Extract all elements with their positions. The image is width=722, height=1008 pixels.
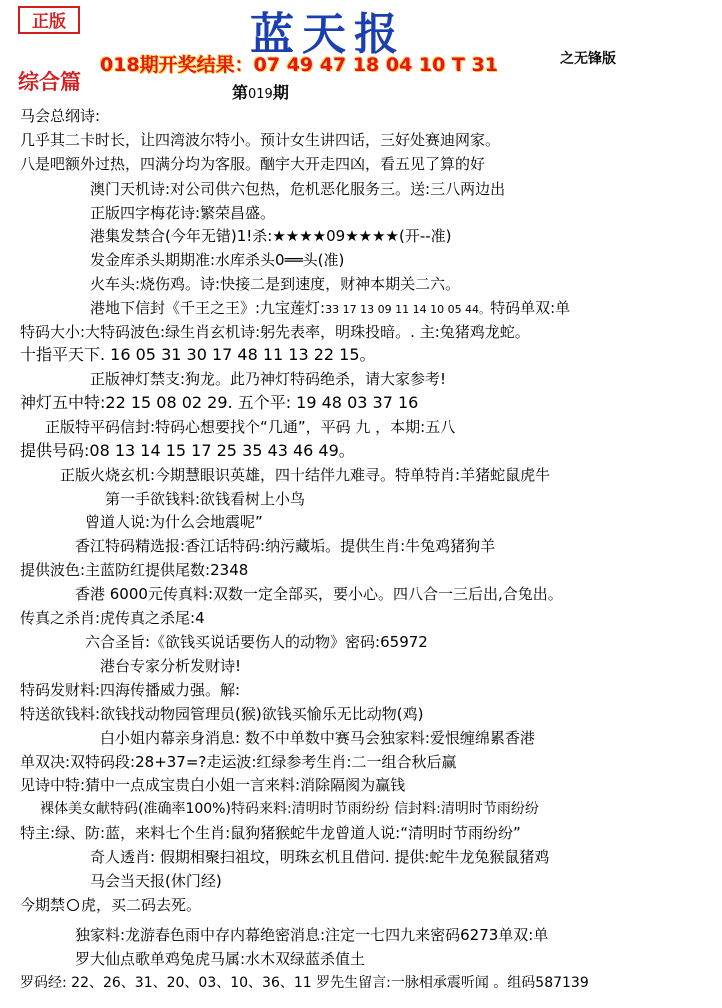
text-line: 马会当天报(休门经) (90, 872, 222, 890)
number-line: 十指平天下. 16 05 31 30 17 48 11 13 22 15。 (20, 345, 376, 364)
text-line: 第一手欲钱料:欲钱看树上小鸟 (105, 490, 306, 508)
ban-label: 今期禁 (20, 896, 66, 914)
text-line: 奇人透肖: 假期相聚扫祖坟，明珠玄机且借问. 提供:蛇牛龙兔猴鼠猪鸡 (90, 848, 550, 866)
number-line: 神灯五中特:22 15 08 02 29. 五个平: 19 48 03 37 16 (20, 393, 419, 412)
number-line: 提供号码:08 13 14 15 17 25 35 43 46 49。 (20, 441, 355, 460)
poem-line: 八是吧额外过热，四满分均为客服。酗宇大开走四凶，看五见了算的好 (20, 155, 486, 173)
text-line: 罗大仙点歌单鸡兔虎马属:水木双绿蓝杀值土 (75, 950, 366, 968)
text-line: 见诗中特:猜中一点成宝贵白小姐一言来料:消除隔阂为赢钱 (20, 776, 406, 794)
text-line: 罗码经: 22、26、31、20、03、10、36、11 罗先生留言:一脉相承震听闻 。组码587139 (20, 975, 589, 991)
text-line: 独家料:龙游春色雨中存内幕绝密消息:注定一七四九来密码6273单双:单 (75, 926, 549, 944)
text-line: 澳门天机诗:对公司供六包热，危机恶化服务三。送:三八两边出 (90, 180, 506, 198)
text-line: 正版火烧玄机:今期慧眼识英雄，四十结伴九难寻。特单特肖:羊猪蛇鼠虎牛 (60, 466, 551, 484)
text-line: 传真之杀肖:虎传真之杀尾:4 (20, 609, 205, 627)
text-line: 裸体美女献特码(准确率100%)特码来料:清明时节雨纷纷 信封料:清明时节雨纷纷 (40, 801, 539, 817)
text-line: 港集发禁合(今年无错)1!杀:★★★★09★★★★(开--准) (90, 227, 452, 245)
masthead-title: 蓝天报 (250, 9, 406, 60)
text-line: 特主:绿、防:蓝，来料七个生肖:鼠狗猪猴蛇牛龙曾道人说:“清明时节雨纷纷” (20, 824, 521, 842)
text-line: 香港 6000元传真料:双数一定全部买，要小心。四八合一三后出,合兔出。 (75, 585, 563, 603)
text-line: 正版四字梅花诗:繁荣昌盛。 (90, 204, 276, 222)
poem-line: 几乎其二卡时长，让四湾波尔特小。预计女生讲四话，三好处赛迪网家。 (20, 131, 501, 149)
issue-suffix: 期 (272, 83, 289, 102)
envelope-label: 港地下信封《千王之王》:九宝莲灯: (90, 299, 326, 317)
text-line: 六合圣旨:《欲钱买说话要伤人的动物》密码:65972 (85, 633, 428, 651)
issue-prefix: 第 (232, 83, 249, 102)
text-line: 发金库杀头期期准:水库杀头0══头(准) (90, 251, 345, 269)
edition-stamp: 正版 (18, 6, 80, 34)
text-line: 提供波色:主蓝防红提供尾数:2348 (20, 561, 249, 579)
issue-number (232, 80, 289, 103)
text-line: 火车头:烧伤鸡。诗:快接二是到速度，财神本期关二六。 (90, 275, 461, 293)
text-line: 香江特码精选报:香江话特码:纳污藏垢。提供生肖:牛兔鸡猪狗羊 (75, 537, 496, 555)
issue-value: 019 (248, 87, 273, 102)
section-title: 综合篇 (18, 69, 81, 94)
text-line: 曾道人说:为什么会地震呢” (85, 513, 263, 531)
ban-text: 虎，买二码去死。 (81, 896, 202, 914)
edition-label: 之无锋版 (560, 51, 616, 67)
text-line: 特送欲钱料:欲钱找动物园管理员(猴)欲钱买愉乐无比动物(鸡) (20, 705, 424, 723)
text-line (90, 298, 570, 320)
draw-result-banner: 018期开奖结果：07 49 47 18 04 10 T 31 (100, 54, 499, 76)
text-line: 单双决:双特码段:28+37=?走运波:红绿参考生肖:二一组合秋后赢 (20, 753, 457, 771)
text-line: 正版特平码信封:特码心想要找个“几通”，平码 九 ，本期:五八 (45, 418, 456, 436)
text-line: 白小姐内幕亲身消息: 数不中单数中赛马会独家料:爱恨缠绵累香港 (100, 729, 535, 747)
odd-even-tip: 特码单双:单 (490, 299, 571, 317)
envelope-numbers: 33 17 13 09 11 14 10 05 44。 (325, 303, 491, 316)
text-line: 特码大小:大特码波色:绿生肖玄机诗:躬先表率，明珠投暗。. 主:兔猪鸡龙蛇。 (20, 323, 530, 341)
poem-heading: 马会总纲诗: (20, 107, 101, 125)
text-line: 正版神灯禁支:狗龙。此乃神灯特码绝杀，请大家参考! (90, 370, 447, 388)
text-line (20, 895, 201, 915)
text-line: 特码发财料:四海传播威力强。解: (20, 681, 241, 699)
text-line: 港台专家分析发财诗! (100, 657, 242, 675)
circle-mark-icon (67, 899, 79, 911)
